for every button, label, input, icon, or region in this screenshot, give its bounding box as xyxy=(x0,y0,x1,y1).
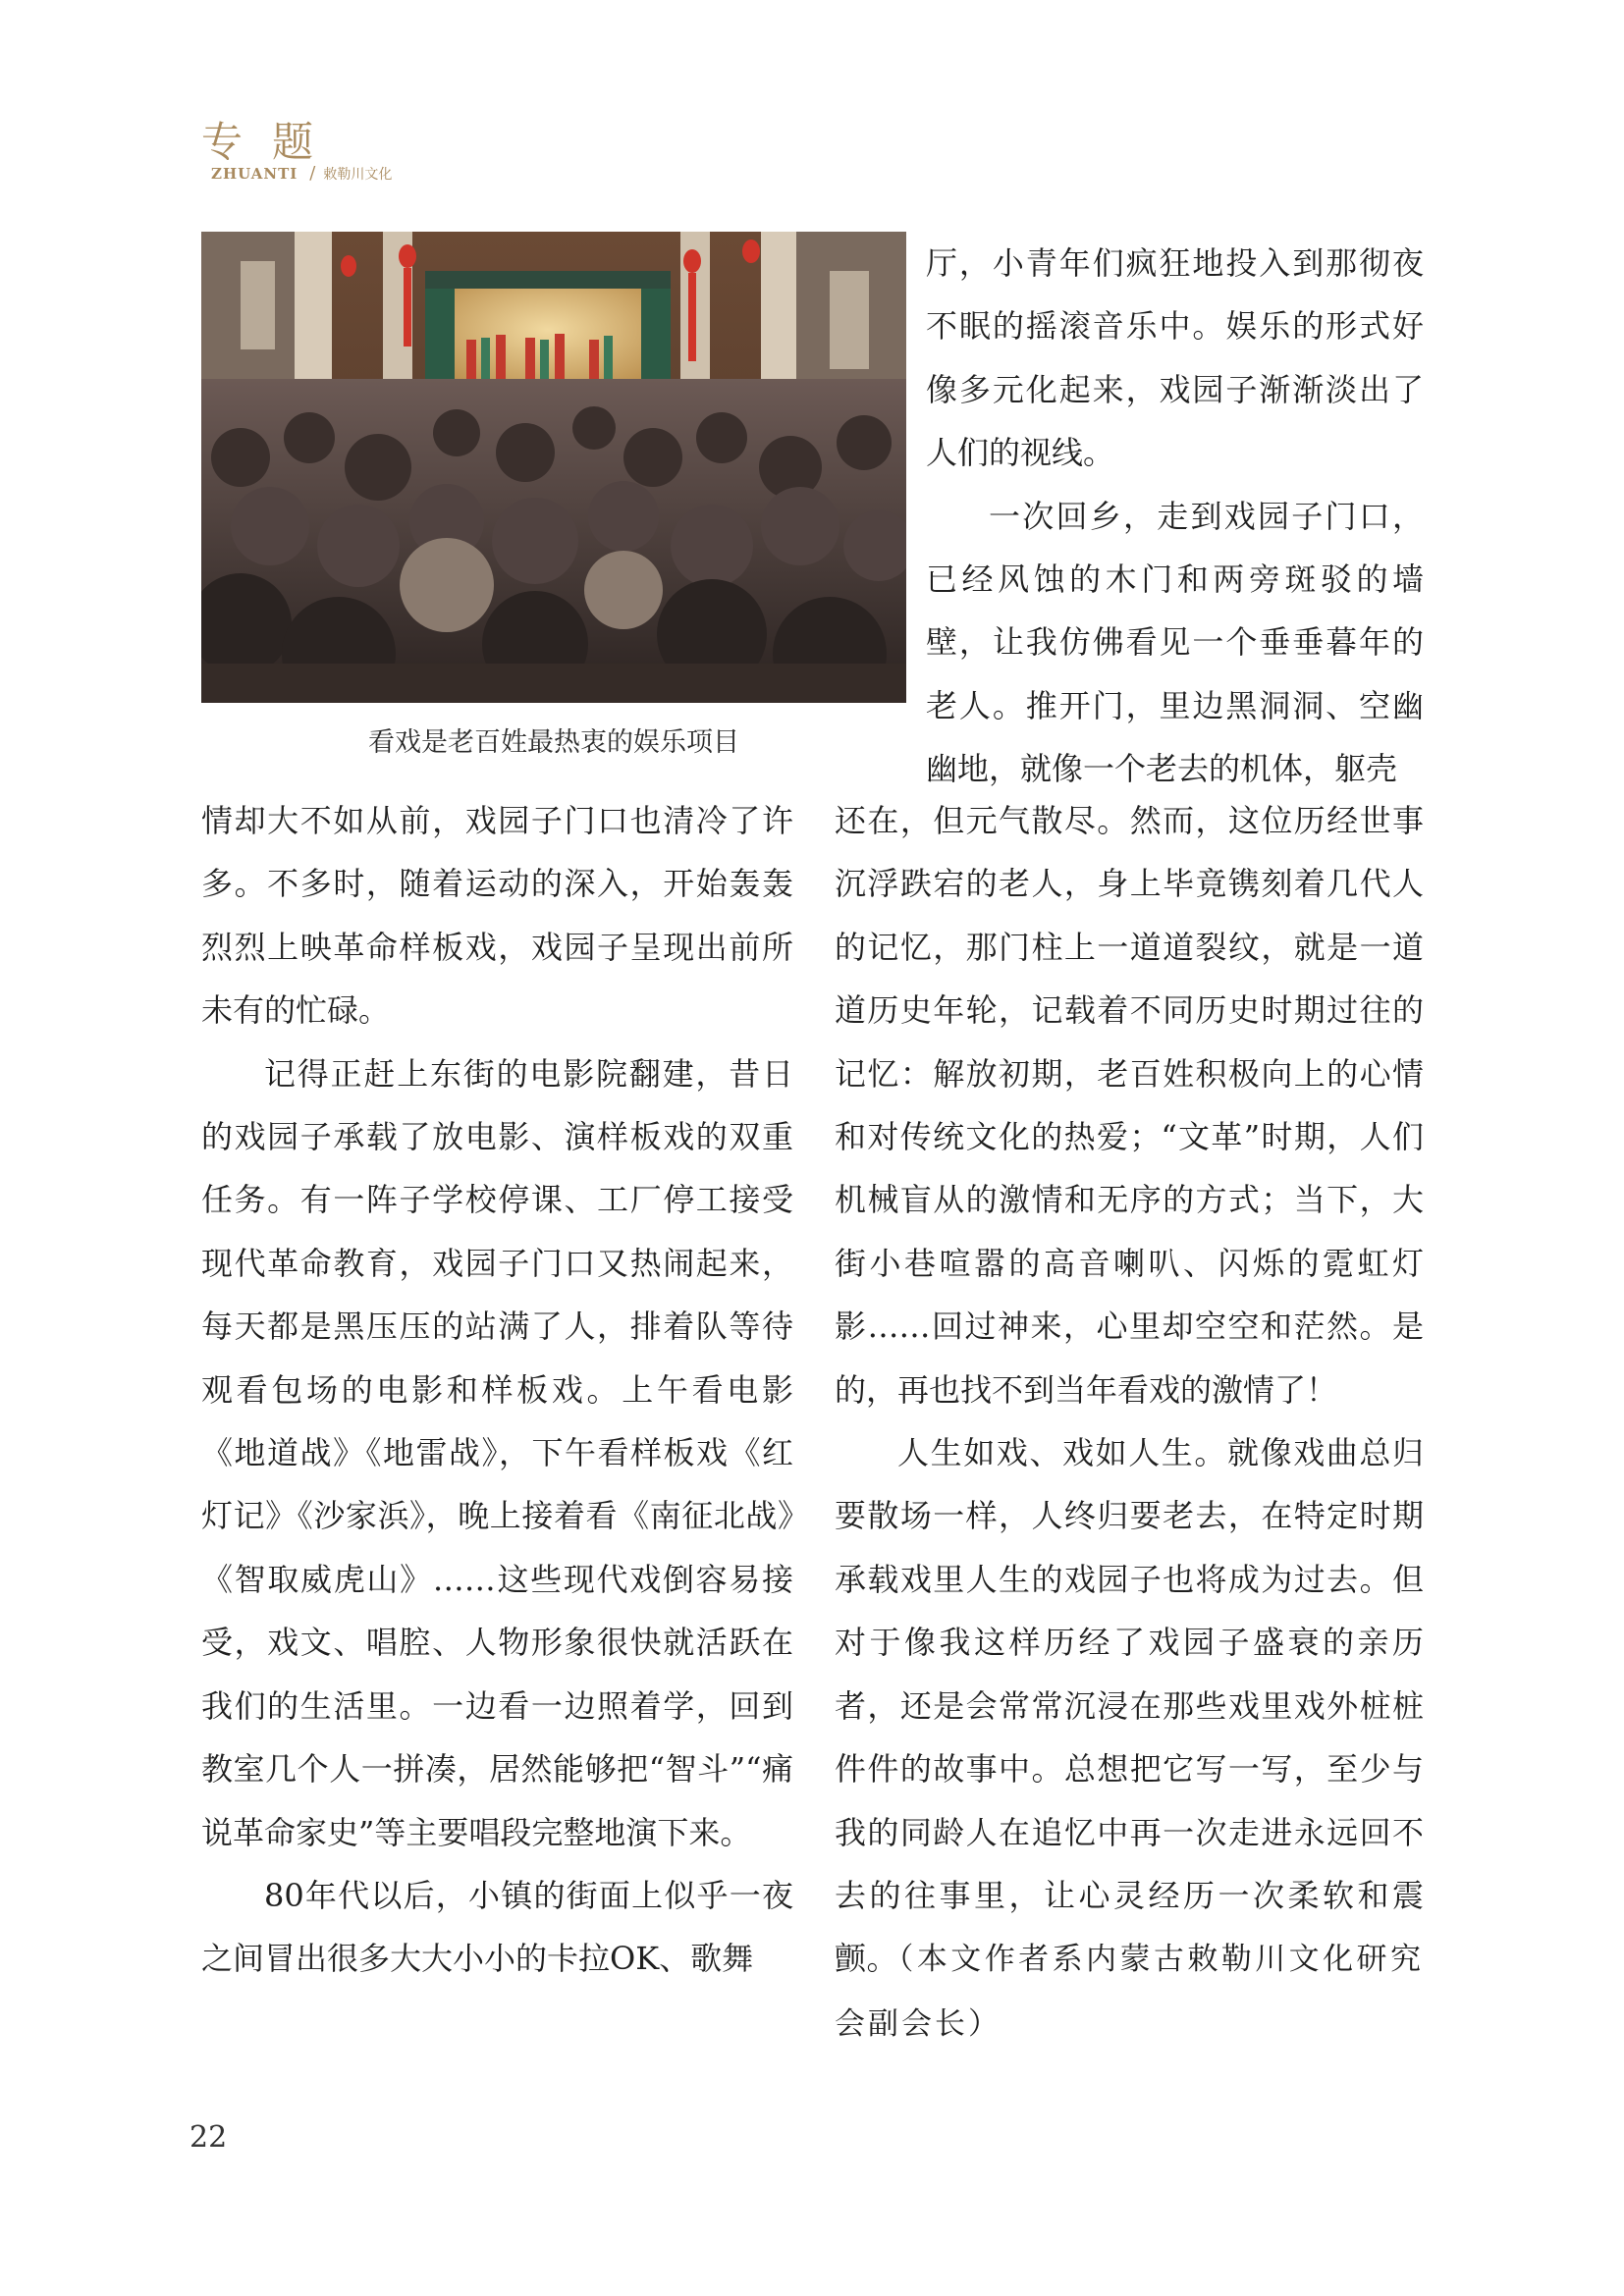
subtitle-separator: / xyxy=(309,163,316,184)
paragraph: 还在，但元气散尽。然而，这位历经世事沉浮跌宕的老人，身上毕竟镌刻着几代人的记忆，那门柱上一道道裂纹，就是一道道历史年轮，记载着不同历史时期过往的记忆：解放初期，老百姓积极向上的心情和对传统文化的热爱；“文革”时期，人们机械盲从的激情和无序的方式；当下，大街小巷喧嚣的高音喇叭、闪烁的霓虹灯影……回过神来，心里却空空和茫然。是的，再也找不到当年看戏的激情了！ xyxy=(835,802,1424,1409)
paragraph-body: 人生如戏、戏如人生。就像戏曲总归要散场一样，人终归要老去，在特定时期承载戏里人生的戏园子也将成为过去。但对于像我这样历经了戏园子盛衰的亲历者，还是会常常沉浸在那些戏里戏外桩桩件件的故事中。总想把它写一写，至少与我的同龄人在追忆中再一次走进永远回不去的往事里，让心灵经历一次柔软和震颤。 xyxy=(835,1434,1424,1978)
paragraph xyxy=(835,1421,1424,2056)
paragraph: 80年代以后，小镇的街面上似乎一夜之间冒出很多大大小小的卡拉OK、歌舞 xyxy=(201,1876,793,1978)
theater-audience-photo xyxy=(201,232,906,703)
paragraph: 一次回乡，走到戏园子门口，已经风蚀的木门和两旁斑驳的墙壁，让我仿佛看见一个垂垂暮年的老人。推开门，里边黑洞洞、空幽幽地，就像一个老去的机体，躯壳 xyxy=(926,497,1424,788)
article-column-right xyxy=(835,789,1424,2056)
section-subtitle-en: ZHUANTI xyxy=(211,165,298,183)
section-subtitle xyxy=(211,163,392,184)
photo-caption: 看戏是老百姓最热衷的娱乐项目 xyxy=(368,727,739,758)
section-category: 敕勒川文化 xyxy=(323,167,393,183)
author-note: （本文作者系内蒙古敕勒川文化研究会副会长） xyxy=(835,1942,1424,2042)
article-column-left xyxy=(201,789,793,1991)
paragraph: 记得正赶上东街的电影院翻建，昔日的戏园子承载了放电影、演样板戏的双重任务。有一阵子学校停课、工厂停工接受现代革命教育，戏园子门口又热闹起来，每天都是黑压压的站满了人，排着队等待观看包场的电影和样板戏。上午看电影《地道战》《地雷战》，下午看样板戏《红灯记》《沙家浜》，晚上接着看《南征北战》《智取威虎山》……这些现代戏倒容易接受，戏文、唱腔、人物形象很快就活跃在我们的生活里。一边看一边照着学，回到教室几个人一拼凑，居然能够把“智斗”“痛说革命家史”等主要唱段完整地演下来。 xyxy=(201,1054,793,1851)
page-number: 22 xyxy=(189,2120,228,2155)
article-column-right-top xyxy=(926,232,1424,801)
paragraph: 情却大不如从前，戏园子门口也清冷了许多。不多时，随着运动的深入，开始轰轰烈烈上映革命样板戏，戏园子呈现出前所未有的忙碌。 xyxy=(201,802,793,1030)
paragraph: 厅，小青年们疯狂地投入到那彻夜不眠的摇滚音乐中。娱乐的形式好像多元化起来，戏园子渐渐淡出了人们的视线。 xyxy=(926,244,1424,472)
section-title: 专题 xyxy=(201,118,344,166)
